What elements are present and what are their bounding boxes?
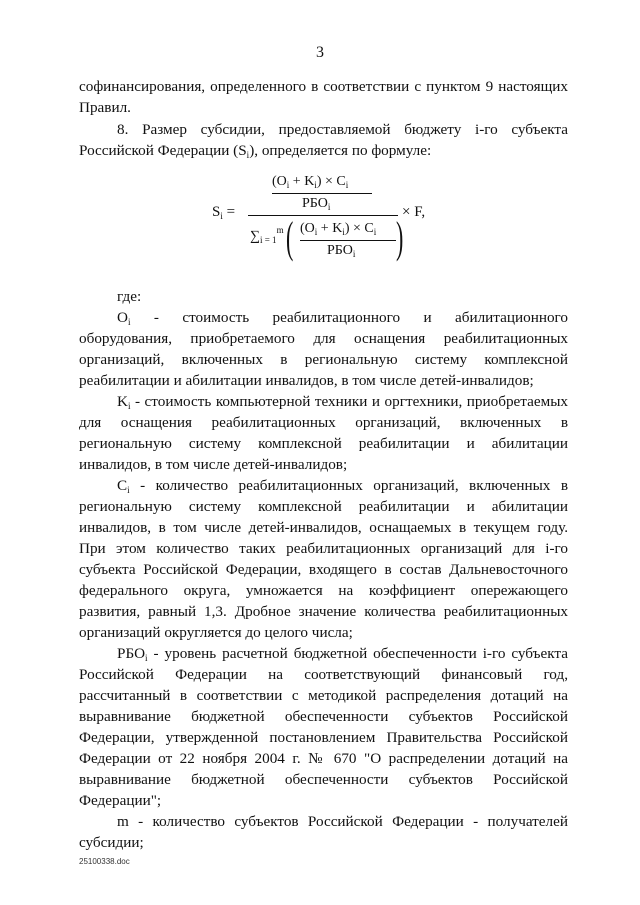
formula-main-rule bbox=[248, 215, 398, 216]
formula-sum: $\sum_{i = 1}^m$ bbox=[250, 225, 284, 245]
text-line: рассчитанный в соответствии с методикой распределения дотаций на bbox=[79, 687, 568, 704]
text-line: региональную систему комплексной реабилитации и абилитации bbox=[79, 498, 568, 515]
formula-suffix: × F, bbox=[402, 204, 426, 220]
text-line: Федерации от 22 ноября 2004 г. № 670 "О распределении дотаций на bbox=[79, 750, 568, 767]
text-line: Российской Федерации $(S_i)$, определяется по формуле: bbox=[79, 142, 432, 160]
text-line: софинансирования, определенного в соответствии с пунктом 9 настоящих bbox=[79, 78, 568, 95]
text-line: региональную систему комплексной реабилитации и абилитации bbox=[79, 435, 568, 452]
text-line: выравнивание бюджетной обеспеченности субъектов Российской bbox=[79, 771, 568, 788]
file-name-footer: 25100338.doc bbox=[79, 857, 130, 866]
text-line: При этом количество таких реабилитационных организаций для i-го bbox=[79, 540, 568, 557]
text-line: организаций округляется до целого числа; bbox=[79, 624, 353, 641]
page-number: 3 bbox=[316, 44, 324, 61]
right-paren-icon: ) bbox=[396, 213, 404, 262]
text-line: для оснащения реабилитационных организаций, включенных в bbox=[79, 414, 568, 431]
text-line: $РБО_i$ - уровень расчетной бюджетной обеспеченности i-го субъекта bbox=[117, 645, 568, 663]
text-line: реабилитации и абилитации инвалидов, в том числе детей-инвалидов; bbox=[79, 372, 534, 389]
formula-numerator-top: $(O_i + K_i) \times C_i$ bbox=[272, 174, 349, 190]
text-line: субъекта Российской Федерации, входящего в состав Дальневосточного bbox=[79, 561, 568, 578]
text-line: организаций, включенных в региональную систему комплексной bbox=[79, 351, 568, 368]
text-line: $O_i$ - стоимость реабилитационного и абилитационного bbox=[117, 309, 568, 327]
formula-inner-rule bbox=[300, 240, 396, 241]
text-line: 8. Размер субсидии, предоставляемой бюджету i-го субъекта bbox=[117, 121, 568, 138]
subsidy-formula bbox=[212, 172, 432, 272]
text-line: Федерации, утвержденной постановлением Правительства Российской bbox=[79, 729, 568, 746]
text-line: выравнивание бюджетной обеспеченности субъектов Российской bbox=[79, 708, 568, 725]
formula-numerator-bottom: $РБО_i$ bbox=[302, 196, 331, 212]
text-line: субсидии; bbox=[79, 834, 144, 851]
formula-inner-bottom: $РБО_i$ bbox=[327, 243, 356, 259]
text-line: инвалидов, в том числе детей-инвалидов; bbox=[79, 456, 348, 473]
text-line: m - количество субъектов Российской Федерации - получателей bbox=[117, 813, 568, 830]
text-line: $C_i$ - количество реабилитационных организаций, включенных в bbox=[117, 477, 568, 495]
left-paren-icon: ( bbox=[286, 213, 294, 262]
text-line: развития, равный 1,3. Дробное значение количества реабилитационных bbox=[79, 603, 568, 620]
text-line: федерального округа, умножается на коэффициент опережающего bbox=[79, 582, 568, 599]
formula-inner-top: $(O_i + K_i) \times C_i$ bbox=[300, 221, 377, 237]
text-line: оборудования, приобретаемого для оснащения реабилитационных bbox=[79, 330, 568, 347]
text-line: Российской Федерации на соответствующий финансовый год, bbox=[79, 666, 568, 683]
text-line: $K_i$ - стоимость компьютерной техники и оргтехники, приобретаемых bbox=[117, 393, 568, 411]
text-line: где: bbox=[117, 288, 142, 305]
text-line: инвалидов, в том числе детей-инвалидов, оснащаемых в текущем году. bbox=[79, 519, 568, 536]
formula-numerator-rule bbox=[272, 193, 372, 194]
text-line: Федерации"; bbox=[79, 792, 162, 809]
text-line: Правил. bbox=[79, 99, 131, 116]
formula-lhs: $S_i$ = bbox=[212, 204, 236, 221]
